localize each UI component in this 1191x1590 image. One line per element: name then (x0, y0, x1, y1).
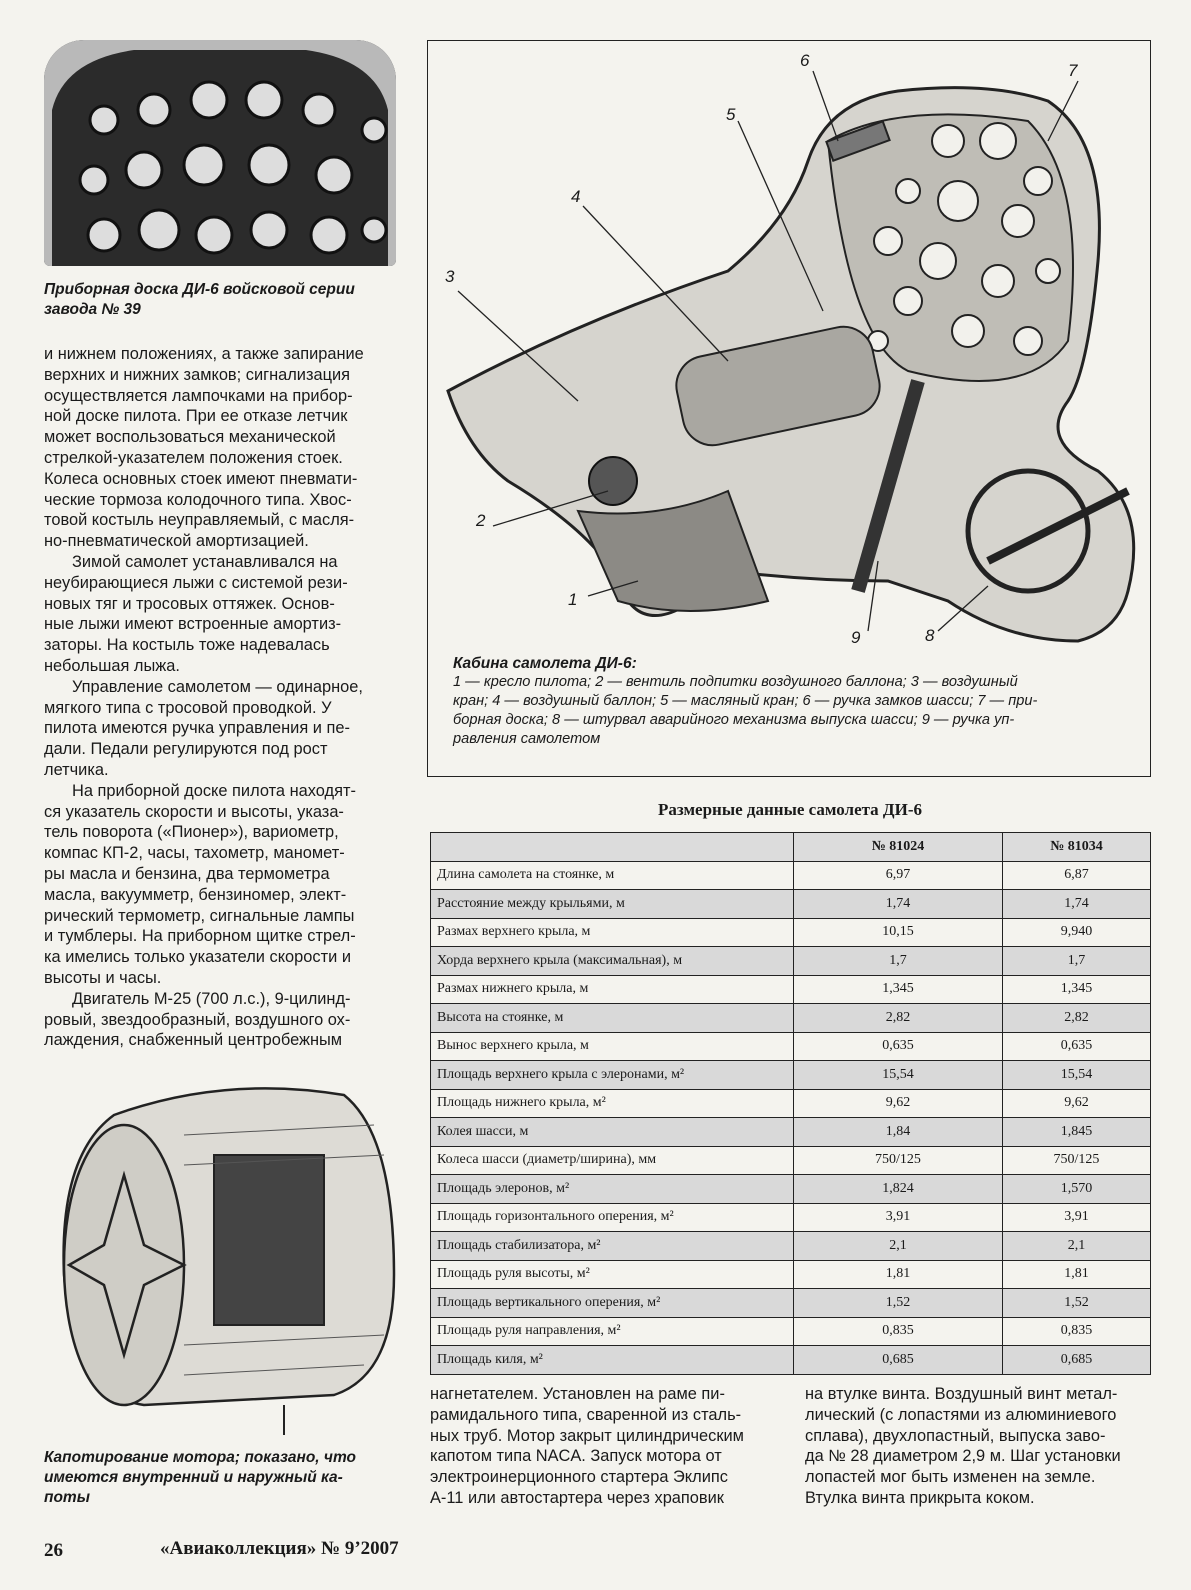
text-line: да № 28 диаметром 2,9 м. Шаг установки (805, 1447, 1121, 1466)
table-row (431, 861, 1151, 890)
gauge-dial (126, 152, 162, 188)
text-line: может воспользоваться механической (44, 428, 336, 447)
table-row (431, 1146, 1151, 1175)
magazine-title: «Авиаколлекция» № 9’2007 (160, 1538, 399, 1559)
instrument-panel-image (44, 40, 396, 266)
bottom-right-column (805, 1384, 1150, 1509)
text-line: Двигатель М-25 (700 л.с.), 9-цилинд- (72, 989, 351, 1008)
value-cell: 2,1 (1003, 1232, 1151, 1261)
table-row (431, 1004, 1151, 1033)
value-cell: 3,91 (1003, 1203, 1151, 1232)
value-cell: 1,845 (1003, 1118, 1151, 1147)
gauge-dial (88, 219, 120, 251)
text-line: небольшая лыжа. (44, 656, 180, 675)
value-cell: 750/125 (794, 1146, 1003, 1175)
paragraph (44, 677, 394, 781)
text-line: заторы. На костыль тоже надевалась (44, 636, 330, 655)
engine-cowling-drawing (44, 1075, 404, 1445)
text-line: и тумблеры. На приборном щитке стрел- (44, 927, 356, 946)
table-row (431, 1232, 1151, 1261)
gauge-dial (90, 106, 118, 134)
text-line: Зимой самолет устанавливался на (72, 552, 338, 571)
text-line: ровый, звездообразный, воздушного ох- (44, 1010, 351, 1029)
table-header-cell: № 81034 (1003, 833, 1151, 862)
gauge-dial (920, 243, 956, 279)
parameter-cell: Площадь вертикального оперения, м² (431, 1289, 794, 1318)
value-cell: 1,84 (794, 1118, 1003, 1147)
parameter-cell: Хорда верхнего крыла (максимальная), м (431, 947, 794, 976)
value-cell: 1,52 (1003, 1289, 1151, 1318)
gauge-dial (982, 265, 1014, 297)
gauge-dial (932, 125, 964, 157)
callout-2: 2 (476, 511, 486, 530)
parameter-cell: Площадь руля высоты, м² (431, 1260, 794, 1289)
gauge-dial (139, 210, 179, 250)
value-cell: 1,345 (794, 975, 1003, 1004)
text-line: ся указатель скорости и высоты, указа- (44, 802, 344, 821)
parameter-cell: Колея шасси, м (431, 1118, 794, 1147)
value-cell: 2,82 (794, 1004, 1003, 1033)
callout-8: 8 (925, 626, 935, 645)
gauge-dial (80, 166, 108, 194)
text-line: ры масла и бензина, два термометра (44, 864, 330, 883)
text-line: На приборной доске пилота находят- (72, 781, 356, 800)
callout-3: 3 (445, 267, 455, 286)
value-cell: 2,82 (1003, 1004, 1151, 1033)
table-row (431, 918, 1151, 947)
text-line: товой костыль неуправляемый, с масля- (44, 511, 355, 530)
table-row (431, 1118, 1151, 1147)
gauge-dial (249, 145, 289, 185)
engine-caption: Капотирование мотора; показано, что имеются внутренний и наружный ка- поты (44, 1449, 356, 1506)
table-row (431, 1175, 1151, 1204)
paragraph (44, 344, 394, 552)
gauge-dial (191, 82, 227, 118)
gauge-dial (184, 145, 224, 185)
value-cell: 2,1 (794, 1232, 1003, 1261)
text-line: неубирающиеся лыжи с системой рези- (44, 573, 348, 592)
left-column-text (44, 344, 394, 1051)
value-cell: 9,940 (1003, 918, 1151, 947)
table-title: Размерные данные самолета ДИ-6 (657, 800, 923, 819)
text-line: Колеса основных стоек имеют пневмати- (44, 469, 358, 488)
text-line: капотом типа NACA. Запуск мотора от (430, 1447, 722, 1466)
parameter-cell: Площадь киля, м² (431, 1346, 794, 1375)
text-line: осуществляется лампочками на прибор- (44, 386, 353, 405)
text-line: компас КП-2, часы, тахометр, маномет- (44, 844, 345, 863)
dimensions-table (430, 832, 1151, 1375)
text-line: сплава), двухлопастный, выпуска заво- (805, 1426, 1106, 1445)
value-cell: 750/125 (1003, 1146, 1151, 1175)
parameter-cell: Площадь верхнего крыла с элеронами, м² (431, 1061, 794, 1090)
cabin-figure-caption: Кабина самолета ДИ-6: 1 — кресло пилота; 2 — вентиль подпитки воздушного баллона; 3 — воздушный кран; 4 — воздушный баллон; 5 — масляный кран; 6 — ручка замков шасси; 7 — при- борная доска; 8 — штурвал аварийного механизма выпуска шасси; 9 — ручка уп- равления самолетом (453, 655, 1038, 747)
table-header-row (431, 833, 1151, 862)
text-line: лаждения, снабженный центробежным (44, 1031, 343, 1050)
parameter-cell: Расстояние между крыльями, м (431, 890, 794, 919)
text-line: новых тяг и тросовых оттяжек. Основ- (44, 594, 335, 613)
photo-caption: Приборная доска ДИ-6 войсковой серии завода № 39 (44, 281, 355, 318)
value-cell: 15,54 (1003, 1061, 1151, 1090)
gauge-dial (196, 217, 232, 253)
text-line: ческие тормоза колодочного типа. Хвос- (44, 490, 352, 509)
value-cell: 1,81 (1003, 1260, 1151, 1289)
gauge-dial (316, 157, 352, 193)
gauge-dial (874, 227, 902, 255)
table-row (431, 975, 1151, 1004)
gauge-dial (938, 181, 978, 221)
value-cell: 6,87 (1003, 861, 1151, 890)
text-line: масла, вакуумметр, бензиномер, элект- (44, 885, 347, 904)
value-cell: 1,52 (794, 1289, 1003, 1318)
gauge-dial (952, 315, 984, 347)
table-row (431, 1032, 1151, 1061)
callout-7: 7 (1068, 61, 1078, 80)
text-line: Втулка винта прикрыта коком. (805, 1488, 1035, 1507)
callout-1: 1 (568, 590, 578, 609)
gauge-dial (311, 217, 347, 253)
value-cell: 1,7 (1003, 947, 1151, 976)
instrument-panel-photo (44, 40, 396, 266)
cabin-figure-box (427, 40, 1151, 777)
parameter-cell: Размах верхнего крыла, м (431, 918, 794, 947)
parameter-cell: Вынос верхнего крыла, м (431, 1032, 794, 1061)
text-line: ных труб. Мотор закрыт цилиндрическим (430, 1426, 744, 1445)
cabin-drawing (428, 41, 1148, 661)
text-line: но-пневматической амортизацией. (44, 532, 309, 551)
table-header-cell (431, 833, 794, 862)
parameter-cell: Площадь нижнего крыла, м² (431, 1089, 794, 1118)
parameter-cell: Площадь стабилизатора, м² (431, 1232, 794, 1261)
value-cell: 0,835 (794, 1317, 1003, 1346)
gauge-dial (894, 287, 922, 315)
parameter-cell: Высота на стоянке, м (431, 1004, 794, 1033)
paragraph (44, 989, 394, 1051)
parameter-cell: Площадь горизонтального оперения, м² (431, 1203, 794, 1232)
value-cell: 1,570 (1003, 1175, 1151, 1204)
table-row (431, 1289, 1151, 1318)
paragraph (44, 552, 394, 677)
page-number: 26 (44, 1540, 63, 1561)
table-row (431, 1260, 1151, 1289)
table-row (431, 1061, 1151, 1090)
text-line: рический термометр, сигнальные лампы (44, 906, 355, 925)
value-cell: 0,835 (1003, 1317, 1151, 1346)
gauge-dial (251, 212, 287, 248)
text-line: лический (с лопастями из алюминиевого (805, 1405, 1117, 1424)
table-row (431, 1089, 1151, 1118)
value-cell: 1,74 (794, 890, 1003, 919)
value-cell: 9,62 (1003, 1089, 1151, 1118)
paragraph (44, 781, 394, 989)
value-cell: 1,81 (794, 1260, 1003, 1289)
gauge-dial (1002, 205, 1034, 237)
gauge-dial (1024, 167, 1052, 195)
text-line: нагнетателем. Установлен на раме пи- (430, 1385, 725, 1403)
gauge-dial (896, 179, 920, 203)
text-line: рамидального типа, сваренной из сталь- (430, 1405, 742, 1424)
value-cell: 10,15 (794, 918, 1003, 947)
gauge-dial (138, 94, 170, 126)
text-line: ной доске пилота. При ее отказе летчик (44, 407, 348, 426)
parameter-cell: Длина самолета на стоянке, м (431, 861, 794, 890)
engine-cowling-figure (44, 1075, 404, 1445)
table-row (431, 1317, 1151, 1346)
callout-5: 5 (726, 105, 736, 124)
text-line: Управление самолетом — одинарное, (72, 677, 363, 696)
gauge-dial (362, 118, 386, 142)
gauge-dial (303, 94, 335, 126)
gauge-dial (1014, 327, 1042, 355)
text-line: тель поворота («Пионер»), вариометр, (44, 823, 339, 842)
value-cell: 0,635 (1003, 1032, 1151, 1061)
value-cell: 1,824 (794, 1175, 1003, 1204)
text-line: мягкого типа с тросовой проводкой. У (44, 698, 332, 717)
bottom-middle-column (430, 1384, 786, 1509)
value-cell: 0,635 (794, 1032, 1003, 1061)
table-row (431, 947, 1151, 976)
gauge-dial (246, 82, 282, 118)
callout-9: 9 (851, 628, 861, 647)
callout-4: 4 (571, 187, 581, 206)
table-row (431, 890, 1151, 919)
text-line: А-11 или автостартера через храповик (430, 1488, 724, 1507)
table-header-cell: № 81024 (794, 833, 1003, 862)
text-line: электроинерционного стартера Эклипс (430, 1468, 728, 1487)
callout-6: 6 (800, 51, 810, 70)
value-cell: 1,7 (794, 947, 1003, 976)
gauge-dial (980, 123, 1016, 159)
value-cell: 9,62 (794, 1089, 1003, 1118)
value-cell: 0,685 (794, 1346, 1003, 1375)
text-line: летчика. (44, 760, 109, 779)
table-row (431, 1203, 1151, 1232)
gauge-dial (362, 218, 386, 242)
value-cell: 1,345 (1003, 975, 1151, 1004)
text-line: стрелкой-указателем положения стоек. (44, 448, 343, 467)
text-line: верхних и нижних замков; сигнализация (44, 365, 351, 384)
text-line: дали. Педали регулируются под рост (44, 740, 328, 759)
table-row (431, 1346, 1151, 1375)
text-line: лопастей мог быть изменен на земле. (805, 1468, 1096, 1487)
text-line: на втулке винта. Воздушный винт метал- (805, 1385, 1118, 1403)
text-line: и нижнем положениях, а также запирание (44, 345, 364, 363)
value-cell: 0,685 (1003, 1346, 1151, 1375)
value-cell: 15,54 (794, 1061, 1003, 1090)
value-cell: 3,91 (794, 1203, 1003, 1232)
gauge-dial (1036, 259, 1060, 283)
value-cell: 1,74 (1003, 890, 1151, 919)
parameter-cell: Площадь руля направления, м² (431, 1317, 794, 1346)
parameter-cell: Площадь элеронов, м² (431, 1175, 794, 1204)
value-cell: 6,97 (794, 861, 1003, 890)
text-line: ка имелись только указатели скорости и (44, 948, 351, 967)
parameter-cell: Колеса шасси (диаметр/ширина), мм (431, 1146, 794, 1175)
text-line: ные лыжи имеют встроенные амортиз- (44, 615, 342, 634)
parameter-cell: Размах нижнего крыла, м (431, 975, 794, 1004)
text-line: высоты и часы. (44, 968, 162, 987)
text-line: пилота имеются ручка управления и пе- (44, 719, 350, 738)
